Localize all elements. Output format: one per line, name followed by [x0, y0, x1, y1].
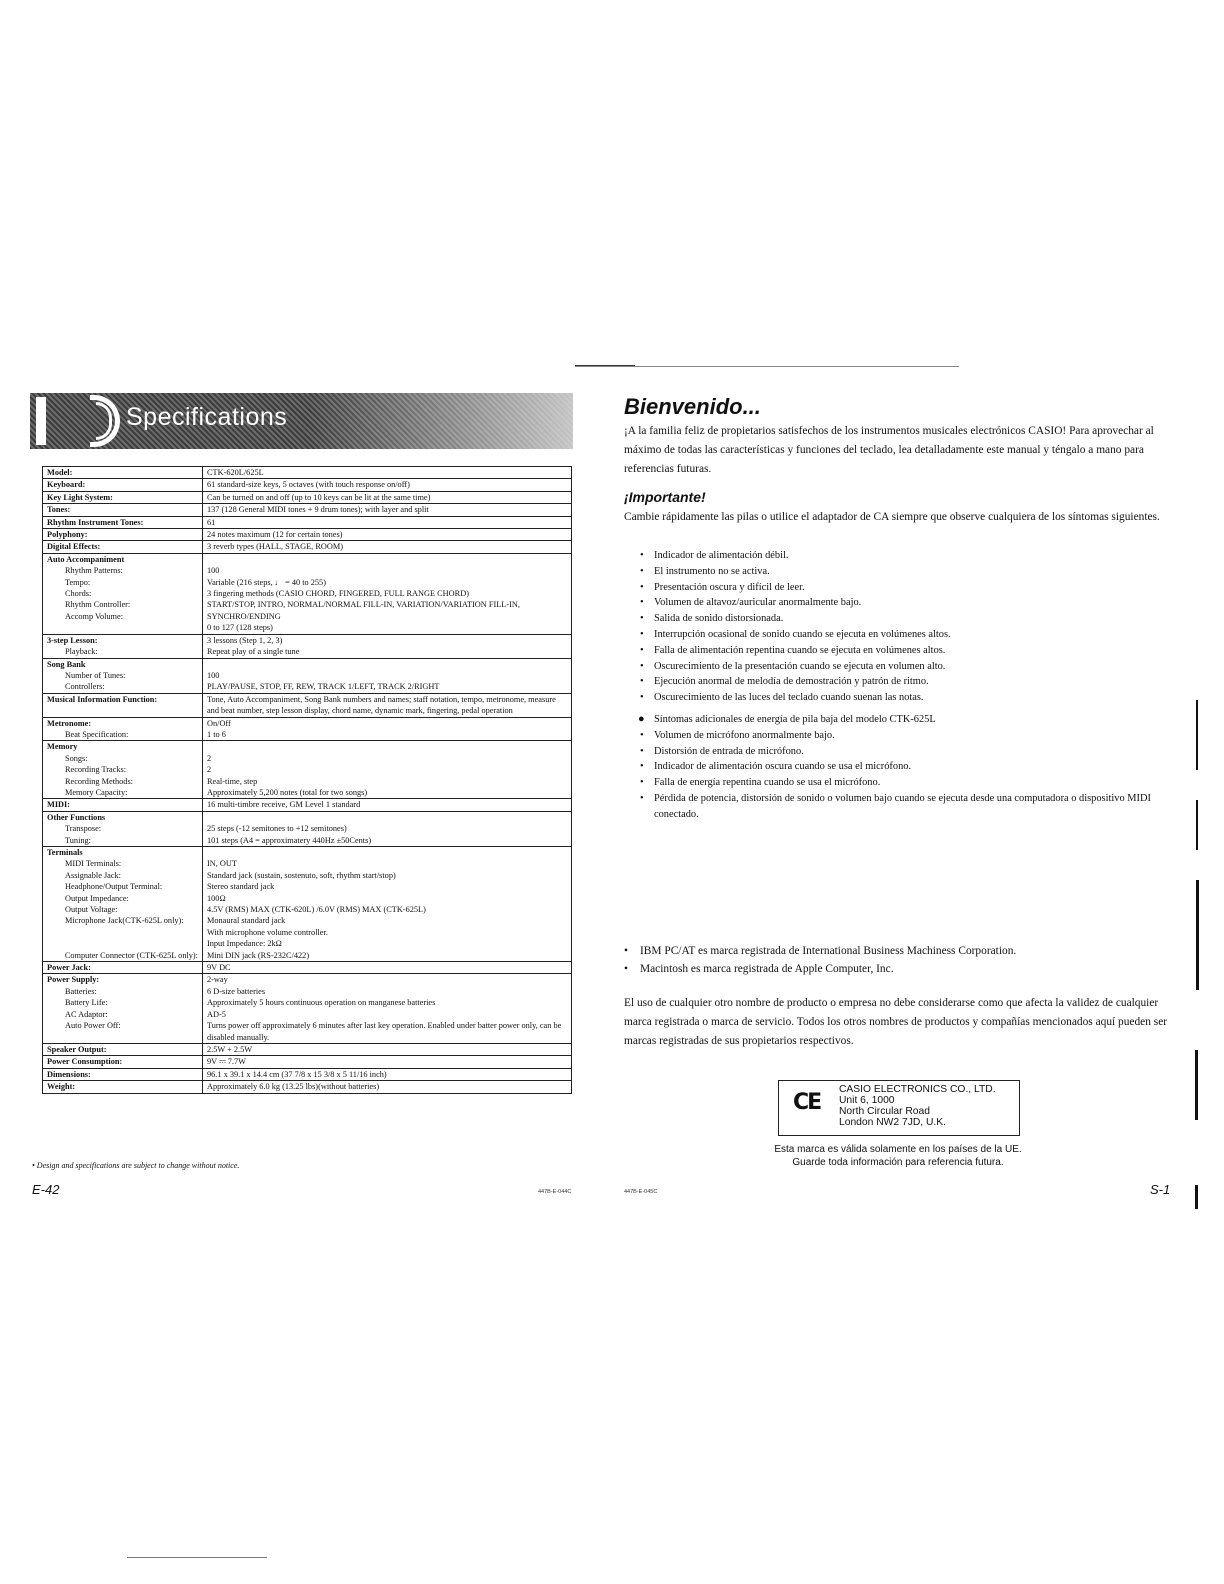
list-item: • Falla de alimentación repentina cuando se ejecuta en volúmenes altos. [640, 643, 1168, 659]
spec-value: 137 (128 General MIDI tones + 9 drum tones); with layer and split [207, 505, 429, 515]
spec-value: 3 lessons (Step 1, 2, 3) [207, 635, 283, 645]
important-paragraph: Cambie rápidamente las pilas o utilice el adaptador de CA siempre que observe cualquiera de los síntomas siguientes. [624, 511, 1160, 523]
spec-sub-value: With microphone volume controller. [207, 927, 328, 937]
spec-sub-value: 100Ω [207, 893, 226, 903]
spec-label: Keyboard: [47, 480, 86, 490]
spec-row [43, 529, 572, 541]
spec-row [43, 811, 572, 846]
spec-label: Tones: [47, 505, 71, 515]
spec-value: Can be turned on and off (up to 10 keys can be lit at the same time) [207, 492, 431, 502]
important-title: ¡Importante! [624, 489, 706, 505]
spec-row [43, 1081, 572, 1093]
list-item: • Presentación oscura y difícil de leer. [640, 580, 1168, 596]
spec-sub-value: 3 fingering methods (CASIO CHORD, FINGERED, FULL RANGE CHORD) [207, 589, 469, 599]
doc-code: 447B-E-044C [538, 1189, 572, 1195]
spec-sub-value: PLAY/PAUSE, STOP, FF, REW, TRACK 1/LEFT, TRACK 2/RIGHT [207, 682, 440, 692]
spec-sub-value: Approximately 5 hours continuous operation on manganese batteries [207, 998, 436, 1008]
spec-sub-label: Batteries: [65, 986, 97, 996]
scan-edge-mark [1195, 1185, 1198, 1209]
trademark-list [624, 942, 1168, 978]
spec-sub-value: Input Impedance: 2kΩ [207, 939, 282, 949]
spec-value: 9V ⎓ 7.7W [207, 1057, 246, 1067]
spec-row [43, 974, 572, 1043]
page-number: E-42 [32, 1182, 60, 1197]
spec-table [42, 466, 572, 1094]
scan-edge-mark [1195, 1050, 1198, 1120]
spec-value [207, 847, 567, 858]
spec-row [43, 1043, 572, 1055]
spec-sub-value: Repeat play of a single tune [207, 647, 300, 657]
intro-paragraph: ¡A la familia feliz de propietarios satisfechos de los instrumentos musicales electrónicos CASIO! Para aprovechar al máximo de todas las características y funciones del teclado, lea detalladamente este manual y téngalo a mano para referencias futuras. [624, 425, 1154, 475]
spec-sub-value: Stereo standard jack [207, 882, 275, 892]
spec-label: Dimensions: [47, 1069, 91, 1079]
spec-row [43, 1068, 572, 1080]
symptom-list [640, 548, 1168, 706]
list-item: • El instrumento no se activa. [640, 564, 1168, 580]
scan-edge-mark [1196, 800, 1198, 850]
spec-label: Weight: [47, 1082, 76, 1092]
spec-sub-label: Beat Specification: [65, 729, 129, 739]
spec-sub-value: Real-time, step [207, 776, 258, 786]
spec-label: Model: [47, 468, 73, 477]
spec-sub-label: Assignable Jack: [65, 870, 121, 880]
spec-value: CTK-620L/625L [207, 468, 264, 477]
list-item: • Volumen de micrófono anormalmente bajo. [640, 728, 1168, 744]
ce-address-line: London NW2 7JD, U.K. [839, 1117, 947, 1128]
list-item: • Pérdida de potencia, distorsión de sonido o volumen bajo cuando se ejecuta desde una computadora o dispositivo MIDI conectado. [640, 791, 1168, 823]
spec-sub-label: AC Adaptor: [65, 1009, 108, 1019]
spec-sub-label: Recording Tracks: [65, 765, 127, 775]
spec-row [43, 658, 572, 693]
spec-row [43, 741, 572, 799]
spec-value [207, 554, 567, 565]
disclaimer-paragraph: El uso de cualquier otro nombre de producto o empresa no debe considerarse como que afecta la validez de cualquier marca registrada o marca de servicio. Todos los otros nombres de productos y compañías mencionados aquí pueden ser marcas registradas de sus propietarios respectivos. [624, 997, 1168, 1047]
ce-address-box [778, 1080, 1020, 1136]
ce-note-line: Guarde toda información para referencia futura. [792, 1157, 1004, 1168]
spec-sub-value: 0 to 127 (128 steps) [207, 623, 273, 633]
spec-label: Speaker Output: [47, 1044, 107, 1054]
list-item: • Distorsión de entrada de micrófono. [640, 744, 1168, 760]
spec-sub-label: Number of Tunes: [65, 670, 126, 680]
left-page [0, 0, 600, 1584]
ce-address-line: CASIO ELECTRONICS CO., LTD. [839, 1084, 996, 1095]
spec-sub-label: Chords: [65, 589, 92, 599]
spec-sub-value: Variable (216 steps, ♩ = 40 to 255) [207, 577, 326, 587]
spec-sub-label: Controllers: [65, 682, 105, 692]
spec-row [43, 504, 572, 516]
list-item: • Indicador de alimentación oscura cuando se usa el micrófono. [640, 759, 1168, 775]
spec-sub-label: Microphone Jack(CTK-625L only): [65, 916, 184, 926]
spec-sub-label [47, 938, 198, 949]
spec-label: Key Light System: [47, 492, 113, 502]
spec-sub-label: MIDI Terminals: [65, 859, 122, 869]
spec-sub-value: AD-5 [207, 1009, 226, 1019]
bottom-rule [127, 1557, 267, 1558]
doc-code-right: 447B-E-045C [624, 1189, 658, 1195]
list-item: • Ejecución anormal de melodía de demostración y patrón de ritmo. [640, 674, 1168, 690]
spec-sub-value: 100 [207, 670, 220, 680]
spec-label: Digital Effects: [47, 542, 101, 552]
list-item: • Salida de sonido distorsionada. [640, 611, 1168, 627]
list-item: • Volumen de altavoz/auricular anormalmente bajo. [640, 595, 1168, 611]
spec-sub-value: 2 [207, 753, 212, 763]
spec-label: Rhythm Instrument Tones: [47, 517, 144, 527]
spec-row [43, 491, 572, 503]
ce-note [736, 1143, 1060, 1169]
spec-sub-value: 4.5V (RMS) MAX (CTK-620L) /6.0V (RMS) MAX (CTK-625L) [207, 905, 426, 915]
welcome-title: Bienvenido... [624, 394, 761, 419]
spec-row [43, 799, 572, 811]
spec-footnote: • Design and specifications are subject to change without notice. [32, 1161, 240, 1170]
spec-sub-value: START/STOP, INTRO, NORMAL/NORMAL FILL-IN, VARIATION/VARIATION FILL-IN, SYNCHRO/ENDING [207, 600, 520, 621]
list-item: • Interrupción ocasional de sonido cuando se ejecuta en volúmenes altos. [640, 627, 1168, 643]
spec-value: 16 multi-timbre receive, GM Level 1 standard [207, 800, 361, 810]
spec-sub-value: IN, OUT [207, 859, 237, 869]
page-title: Specifications [126, 403, 288, 431]
spec-sub-value: 2 [207, 765, 212, 775]
spec-sub-label: Recording Methods: [65, 776, 133, 786]
spec-row [43, 479, 572, 491]
list-item: • Oscurecimiento de las luces del teclado cuando suenan las notas. [640, 690, 1168, 706]
list-item: • IBM PC/AT es marca registrada de International Business Machiness Corporation. [624, 942, 1168, 960]
spec-value: Approximately 6.0 kg (13.25 lbs)(without batteries) [207, 1082, 380, 1092]
spec-value [207, 741, 567, 752]
spec-value: 2.5W + 2.5W [207, 1044, 253, 1054]
spec-row [43, 847, 572, 962]
spec-label: Terminals [47, 848, 83, 857]
spec-sub-label: Battery Life: [65, 998, 108, 1008]
ce-mark-icon: CE [793, 1090, 821, 1115]
specifications-header [30, 393, 573, 449]
spec-sub-label [47, 927, 198, 938]
spec-row [43, 717, 572, 741]
spec-row [43, 1056, 572, 1068]
spec-value: 9V DC [207, 963, 231, 973]
spec-value: 2-way [207, 975, 228, 985]
spec-sub-label: Computer Connector (CTK-625L only): [64, 950, 198, 960]
spec-sub-label: Accomp Volume: [65, 611, 123, 621]
spec-label: Polyphony: [47, 530, 88, 540]
spec-row [43, 693, 572, 717]
spec-sub-value: Standard jack (sustain, sostenuto, soft, rhythm start/stop) [207, 870, 396, 880]
spec-value: 96.1 x 39.1 x 14.4 cm (37 7/8 x 15 3/8 x 5 11/16 inch) [207, 1069, 387, 1079]
spec-label: Auto Accompaniment [47, 554, 125, 564]
spec-sub-value: 100 [207, 566, 220, 576]
spec-row [43, 962, 572, 974]
spec-value [207, 812, 567, 823]
spec-label: 3-step Lesson: [47, 635, 98, 645]
spec-label: Song Bank [47, 659, 86, 669]
page-number-right: S-1 [1150, 1182, 1171, 1197]
spec-sub-label: Playback: [65, 647, 98, 657]
spec-sub-label: Tuning: [65, 835, 91, 845]
spec-value: Tone, Auto Accompaniment, Song Bank numbers and names; staff notation, tempo, metronome, measure and beat number, step lesson display, chord name, dynamic mark, fingering, pedal operation [207, 694, 556, 716]
header-bar-icon [36, 397, 46, 445]
spec-sub-label: Rhythm Controller: [65, 600, 131, 610]
spec-sub-value: 6 D-size batteries [207, 986, 266, 996]
ce-note-line: Esta marca es válida solamente en los países de la UE. [774, 1144, 1022, 1155]
spec-row [43, 467, 572, 479]
spec-value: 61 standard-size keys, 5 octaves (with touch response on/off) [207, 480, 410, 490]
spec-value: On/Off [207, 718, 231, 728]
spec-sub-value: Monaural standard jack [207, 916, 286, 926]
spec-label: Power Consumption: [47, 1057, 123, 1067]
spec-label: Other Functions [47, 812, 106, 822]
spec-sub-label: Rhythm Patterns: [65, 566, 123, 576]
spec-sub-label: Output Voltage: [65, 905, 118, 915]
spec-value: 24 notes maximum (12 for certain tones) [207, 530, 343, 540]
spec-sub-value: Approximately 5,200 notes (total for two songs) [207, 787, 368, 797]
spec-label: MIDI: [47, 800, 71, 810]
spec-sub-value: 25 steps (-12 semitones to +12 semitones) [207, 824, 347, 834]
list-item: • Oscurecimiento de la presentación cuando se ejecuta en volumen alto. [640, 659, 1168, 675]
spec-row [43, 541, 572, 553]
spec-sub-label: Transpose: [65, 824, 102, 834]
spec-sub-label: Output Impedance: [65, 893, 129, 903]
spec-sub-label: Memory Capacity: [65, 787, 128, 797]
spec-sub-label: Auto Power Off: [65, 1021, 121, 1031]
top-rule-thin [575, 366, 959, 367]
spec-value: 61 [207, 517, 216, 527]
spec-sub-label: Headphone/Output Terminal: [65, 882, 163, 892]
spec-label: Musical Information Function: [47, 694, 158, 704]
spec-value: 3 reverb types (HALL, STAGE, ROOM) [207, 542, 343, 552]
spec-sub-label: Songs: [65, 753, 88, 763]
list-item: • Falla de energía repentina cuando se usa el micrófono. [640, 775, 1168, 791]
ce-address-line: North Circular Road [839, 1106, 930, 1117]
spec-sub-value: Turns power off approximately 6 minutes after last key operation. Enabled under batter power only, can be disabled manually. [207, 1021, 562, 1042]
list-item: • Indicador de alimentación débil. [640, 548, 1168, 564]
spec-sub-value: Mini DIN jack (RS-232C/422) [207, 950, 310, 960]
spec-row [43, 634, 572, 658]
scan-edge-mark [1196, 700, 1198, 770]
spec-label: Power Supply: [47, 975, 100, 985]
spec-row [43, 553, 572, 634]
spec-sub-label: Tempo: [65, 577, 91, 587]
spec-sub-value: 101 steps (A4 = approximatery 440Hz ±50Cents) [207, 835, 372, 845]
spec-row [43, 516, 572, 528]
scan-edge-mark [1196, 880, 1199, 990]
spec-value [207, 659, 567, 670]
spec-label: Power Jack: [47, 963, 91, 973]
extra-symptom-list [640, 712, 1168, 823]
spec-label: Memory [47, 742, 78, 752]
spec-label: Metronome: [47, 718, 92, 728]
list-item: • Macintosh es marca registrada de Apple Computer, Inc. [624, 960, 1168, 978]
ce-address [839, 1084, 996, 1128]
spec-sub-value: 1 to 6 [207, 729, 226, 739]
ce-address-line: Unit 6, 1000 [839, 1095, 895, 1106]
list-item: ● Síntomas adicionales de energía de pila baja del modelo CTK-625L [640, 712, 1168, 728]
